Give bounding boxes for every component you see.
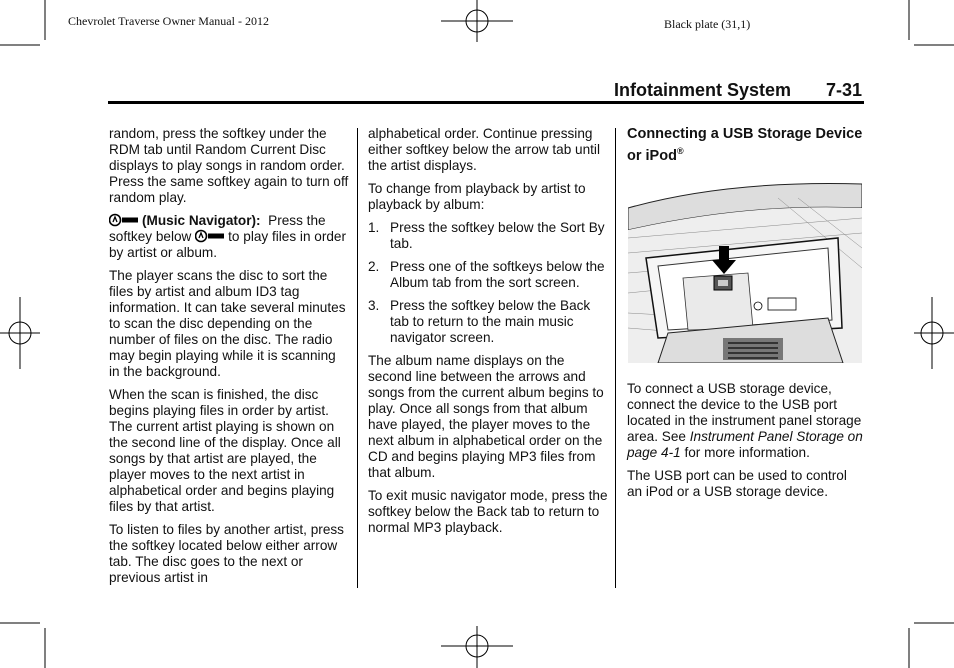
text-run: to play files in order by artist or album. [109, 229, 347, 260]
paragraph: To connect a USB storage device, connect the device to the USB port located in the instrument panel storage area. See Instrument Panel Storage on page 4-1 for more information. [627, 380, 863, 460]
music-navigator-paragraph [109, 213, 349, 261]
step-number: 2. [368, 259, 380, 274]
plate-label: Black plate (31,1) [664, 17, 751, 31]
music-navigator-label: (Music Navigator): [142, 213, 261, 228]
steps-list [368, 220, 608, 346]
page-number: 7-31 [826, 80, 863, 100]
usb-port-illustration [628, 178, 862, 363]
column-divider-2 [615, 128, 616, 588]
paragraph: alphabetical order. Continue pressing either softkey below the arrow tab until the artist displays. [368, 126, 600, 173]
section-title: Infotainment System [614, 80, 792, 100]
step-text: Press one of the softkeys below the Album tab from the sort screen. [390, 259, 605, 290]
step-text: Press the softkey below the Sort By tab. [390, 220, 605, 251]
cross-reference: Instrument Panel Storage on page 4-1 [627, 428, 863, 460]
column-3 [627, 126, 863, 507]
paragraph: The USB port can be used to control an iPod or a USB storage device. [627, 467, 847, 499]
column-1 [109, 126, 349, 593]
paragraph: To listen to files by another artist, press the softkey located below either arrow tab. The disc goes to the next or previous artist in [109, 522, 344, 585]
paragraph: random, press the softkey under the RDM tab until Random Current Disc displays to play songs in random order. Press the same softkey again to turn off random play. [109, 126, 349, 205]
music-navigator-icon [109, 213, 139, 227]
manual-title: Chevrolet Traverse Owner Manual - 2012 [68, 14, 269, 28]
paragraph: The album name displays on the second line between the arrows and songs from the current album begins to play. Once all songs from that album have played, the player moves to the next album in alphabetical order on the CD and begins playing MP3 files from that album. [368, 353, 604, 480]
paragraph: To exit music navigator mode, press the softkey below the Back tab to return to normal MP3 playback. [368, 488, 608, 535]
step-number: 1. [368, 220, 380, 235]
subsection-heading: Connecting a USB Storage Device or iPod® [627, 126, 863, 164]
music-navigator-icon [195, 229, 225, 243]
list-item [368, 298, 608, 346]
text-run: Press the softkey below [109, 213, 326, 244]
column-divider-1 [357, 128, 358, 588]
column-2 [368, 126, 608, 543]
paragraph: The player scans the disc to sort the files by artist and album ID3 tag information. It can take several minutes to scan the disc depending on the number of files on the disc. The radio may begin playing while it is scanning in the background. [109, 268, 346, 379]
list-item [368, 220, 608, 252]
paragraph: To change from playback by artist to playback by album: [368, 181, 586, 212]
step-text: Press the softkey below the Back tab to return to the main music navigator screen. [390, 298, 591, 345]
list-item [368, 259, 608, 291]
step-number: 3. [368, 298, 380, 313]
paragraph: When the scan is finished, the disc begins playing files in order by artist. The current artist playing is shown on the second line of the display. Once all songs by that artist are played, the player moves to the next artist in alphabetical order and begins playing files by that artist. [109, 387, 341, 514]
header-rule [108, 101, 864, 104]
